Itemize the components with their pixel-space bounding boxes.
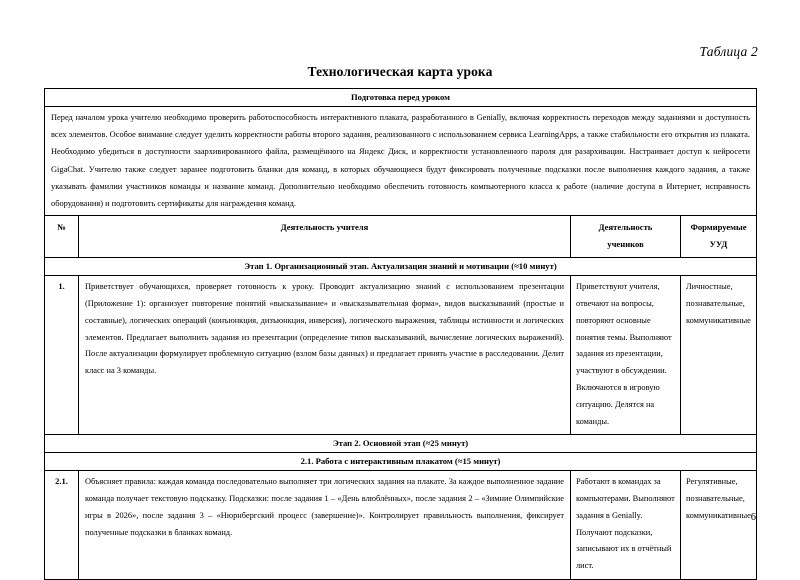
pupils-activity-cell: Приветствуют учителя, отвечают на вопросы, повторяют основные понятия темы. Выполняют задания из презентации, участвуют в обсуждении. Включаются в игровую ситуацию. Делятся на команды. [571,276,681,435]
preparation-heading-row [45,89,757,107]
page-number: 6 [750,512,756,523]
column-header-uud-line1: Формируемые [690,222,747,233]
stage-2-1-banner: 2.1. Работа с интерактивным плакатом (≈15 минут) [45,453,757,471]
preparation-heading: Подготовка перед уроком [45,89,757,107]
table-row [45,276,757,435]
column-header-uud-line2: УУД [709,239,728,250]
teacher-activity-cell: Приветствует обучающихся, проверяет готовность к уроку. Проводит актуализацию знаний с использованием презентации (Приложение 1): организует повторение понятий «высказывание» и «высказывательная форма», видов высказываний (простые и составные), логических операций (конъюнкция, дизъюнкция, инверсия), логического выражения, таблицы истинности и логических элементов. Предлагает выполнить задания из презентации (определение типов высказываний, вычисление логических выражений). После актуализации формулирует проблемную ситуацию (взлом базы данных) и предлагает принять участие в расследовании. Делит класс на 3 команды. [79,276,571,435]
column-header-pupils-activity [571,216,681,258]
stage-1-banner: Этап 1. Организационный этап. Актуализации знаний и мотивации (≈10 минут) [45,258,757,276]
preparation-body-text: Перед началом урока учителю необходимо проверить работоспособность интерактивного плаката, разработанного в Genially, включая корректность переходов между заданиями и доступность всех элементов. Особое внимание следует уделить корректности работы второго задания, реализованного с использованием сервиса LearningApps, а также стабильности его открытия из плаката. Необходимо убедиться в доступности заархивированного файла, размещённого на Яндекс Диск, и корректности установленного пароля для разархивации. Настраивает доступ к нейросети GigaChat. Учителю также следует заранее подготовить бланки для команд, в которых обучающиеся будут фиксировать полученные подсказки после выполнения каждого задания, а также указывать фамилии участников команды и название команд. Дополнительно необходимо обеспечить готовность компьютерного класса к работе (наличие доступа в Интернет, исправность оборудования) и подготовить сертификаты для награждения команд. [45,106,757,215]
column-header-pupils-activity-line1: Деятельность [598,222,653,233]
pupils-activity-cell: Работают в командах за компьютерами. Выполняют задания в Genially. Получают подсказки, записывают их в отчётный лист. [571,471,681,580]
uud-cell: Регулятивные, познавательные, коммуникативные [681,471,757,580]
uud-cell: Личностные, познавательные, коммуникативные [681,276,757,435]
lesson-technology-map-table [44,88,757,580]
row-number: 2.1. [45,471,79,580]
teacher-activity-cell: Объясняет правила: каждая команда последовательно выполняет три логических задания на плакате. За каждое выполненное задание команда получает текстовую подсказку. Подсказки: после задания 1 – «День влюблённых», после задания 2 – «Зимние Олимпийские игры в 2026», после задания 3 – «Нюрнбергский процесс (завершение)». Контролирует правильность выполнения, фиксирует полученные подсказки в бланках команд. [79,471,571,580]
table-header-row [45,216,757,258]
column-header-number: № [45,216,79,258]
table-caption: Таблица 2 [699,44,758,59]
column-header-uud [681,216,757,258]
stage-2-banner: Этап 2. Основной этап (≈25 минут) [45,435,757,453]
preparation-body-row [45,106,757,215]
row-number: 1. [45,276,79,435]
table-row [45,471,757,580]
page-title: Технологическая карта урока [307,64,493,79]
stage-banner-row [45,258,757,276]
column-header-teacher-activity: Деятельность учителя [79,216,571,258]
stage-banner-row [45,435,757,453]
column-header-pupils-activity-line2: учеников [607,239,644,250]
stage-banner-row [45,453,757,471]
